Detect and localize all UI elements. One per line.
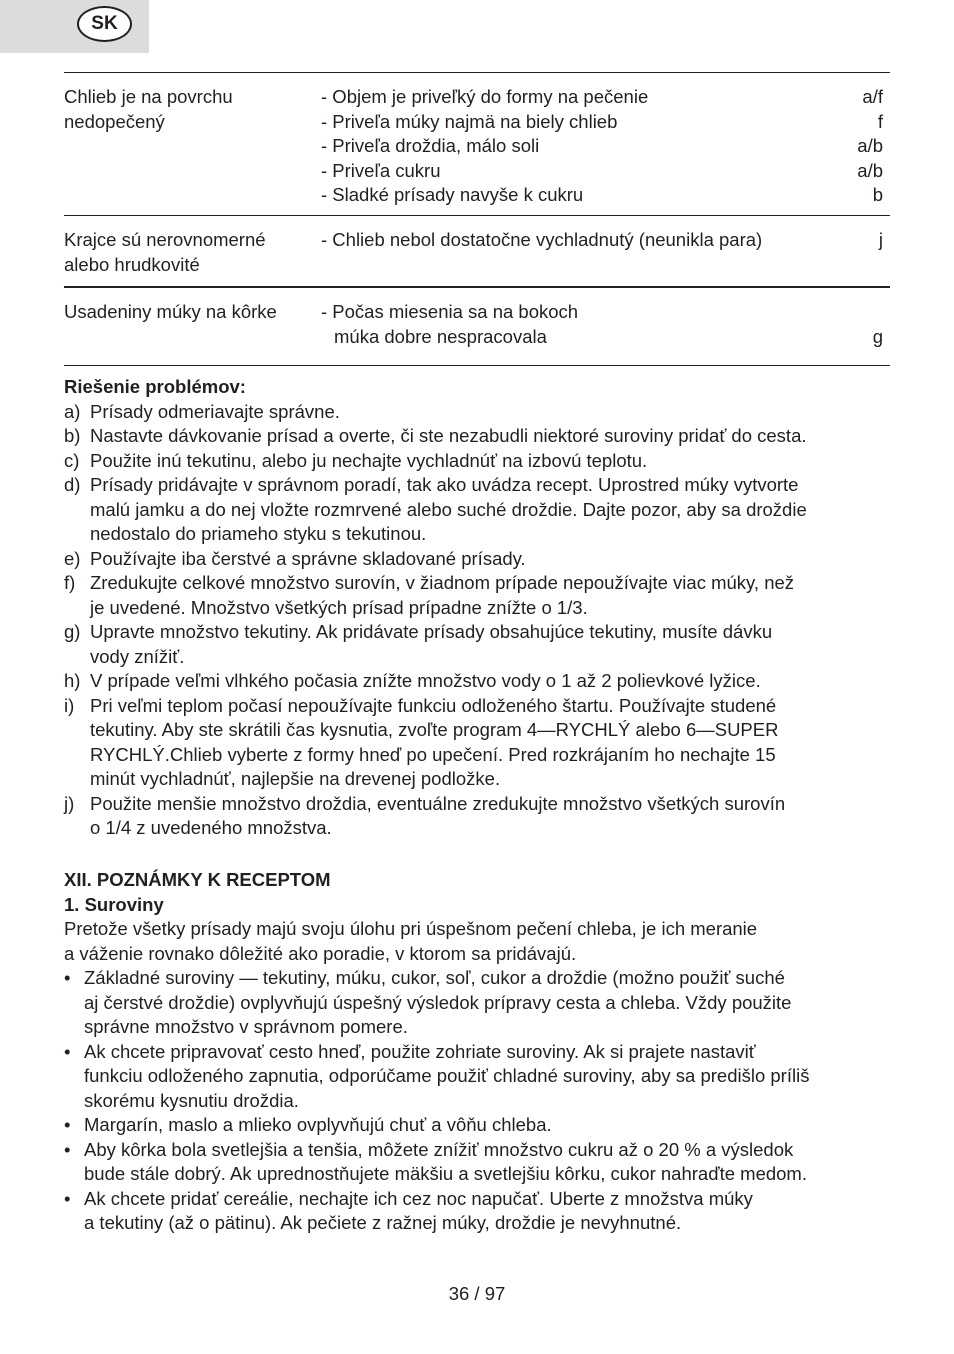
list-item: [64, 1187, 894, 1236]
table-row: [64, 73, 890, 216]
list-item-label: b): [64, 425, 81, 446]
list-item-text: aj čerstvé droždie) ovplyvňujú úspešný výsledok prípravy cesta a chleba. Vždy použite: [84, 991, 792, 1013]
list-item: [64, 1040, 894, 1114]
list-item: [64, 547, 894, 572]
solution-codes-cell: j: [878, 229, 883, 250]
list-item-text: a tekutiny (až o pätinu). Ak pečiete z ražnej múky, droždie je nevyhnutné.: [84, 1212, 682, 1233]
list-item-label: j): [64, 792, 75, 814]
list-item-text: Prísady odmeriavajte správne.: [90, 400, 340, 422]
list-item-text: RYCHLÝ.Chlieb vyberte z formy hneď po upečení. Pred rozkrájaním ho nechajte 15: [90, 743, 776, 765]
problem-cell: Krajce sú nerovnomerné alebo hrudkovité: [64, 229, 266, 275]
list-item: [64, 620, 894, 669]
list-item-label: f): [64, 572, 76, 593]
list-item-text: Margarín, maslo a mlieko ovplyvňujú chuť a vôňu chleba.: [84, 1114, 552, 1135]
list-item-text: Základné suroviny — tekutiny, múku, cukor, soľ, cukor a droždie (možno použiť suché: [84, 967, 785, 988]
table-row: [64, 216, 890, 288]
list-item: [64, 473, 894, 547]
list-item-label: h): [64, 670, 81, 691]
list-item-label: d): [64, 474, 81, 495]
list-item-label: i): [64, 694, 75, 716]
list-item-label: a): [64, 400, 81, 422]
solutions-section: [64, 375, 894, 841]
causes-cell: - Počas miesenia sa na bokoch múka dobre nespracovala: [321, 301, 579, 347]
list-item: [64, 669, 894, 694]
language-tab: [0, 0, 149, 53]
list-item-text: Použite inú tekutinu, alebo ju nechajte vychladnúť na izbovú teplotu.: [90, 449, 648, 471]
list-item-text: minút vychladnúť, najlepšie na drevenej podložke.: [90, 768, 501, 789]
list-item-text: Zredukujte celkové množstvo surovín, v žiadnom prípade nepoužívajte viac múky, než: [90, 572, 795, 593]
solutions-title: Riešenie problémov:: [64, 376, 246, 397]
bullet-icon: •: [64, 1040, 71, 1062]
list-item-text: malú jamku a do nej vložte rozmrvené alebo suché droždie. Dajte pozor, aby sa droždie: [90, 498, 807, 520]
list-item-text: funkciu odloženého zapnutia, odporúčame použiť chladné suroviny, aby sa predišlo príliš: [84, 1065, 810, 1086]
causes-cell: - Chlieb nebol dostatočne vychladnutý (neunikla para): [321, 229, 763, 250]
list-item: [64, 966, 894, 1040]
causes-cell: - Objem je priveľký do formy na pečenie - Priveľa múky najmä na biely chlieb - Priveľa droždia, málo soli - Priveľa cukru - Sladké prísady navyše k cukru: [321, 86, 649, 205]
list-item-text: Použite menšie množstvo droždia, eventuálne zredukujte množstvo všetkých surovín: [90, 792, 786, 814]
problem-cell: Usadeniny múky na kôrke: [64, 301, 277, 322]
list-item-text: Aby kôrka bola svetlejšia a tenšia, môžete znížiť množstvo cukru až o 20 % a výsledok: [84, 1138, 794, 1160]
list-item-text: Prísady pridávajte v správnom poradí, tak ako uvádza recept. Uprostred múky vytvorte: [90, 474, 799, 495]
solution-codes-cell: a/f f a/b a/b b: [857, 86, 883, 205]
list-item-label: g): [64, 621, 81, 642]
problem-cell: Chlieb je na povrchu nedopečený: [64, 86, 233, 132]
intro-text: a váženie rovnako dôležité ako poradie, v ktorom sa pridávajú.: [64, 942, 577, 964]
list-item-label: e): [64, 547, 81, 569]
troubleshooting-table: [64, 72, 890, 366]
list-item-text: nedostalo do priameho styku s tekutinou.: [90, 523, 427, 544]
bullet-icon: •: [64, 1187, 71, 1209]
list-item: [64, 1113, 894, 1138]
list-item-text: bude stále dobrý. Ak uprednostňujete mäkšiu a svetlejšiu kôrku, cukor nahraďte medom.: [84, 1163, 807, 1184]
list-item-text: Ak chcete pridať cereálie, nechajte ich cez noc napučať. Uberte z množstva múky: [84, 1187, 753, 1209]
page-number: 36 / 97: [448, 1283, 506, 1304]
language-badge: SK: [77, 6, 132, 42]
list-item: [64, 571, 894, 620]
list-item: [64, 424, 894, 449]
list-item-text: o 1/4 z uvedeného množstva.: [90, 817, 332, 838]
list-item: [64, 449, 894, 474]
list-item: [64, 694, 894, 792]
list-item-label: c): [64, 449, 80, 471]
list-item-text: vody znížiť.: [90, 645, 185, 667]
list-item: [64, 792, 894, 841]
bullet-icon: •: [64, 1114, 71, 1135]
subsection-heading: 1. Suroviny: [64, 893, 164, 915]
list-item-text: správne množstvo v správnom pomere.: [84, 1016, 408, 1037]
intro-text: Pretože všetky prísady majú svoju úlohu pri úspešnom pečení chleba, je ich meranie: [64, 918, 758, 939]
list-item-text: tekutiny. Aby ste skrátili čas kysnutia, zvoľte program 4—RYCHLÝ alebo 6—SUPER: [90, 719, 779, 740]
list-item-text: V prípade veľmi vlhkého počasia znížte množstvo vody o 1 až 2 polievkové lyžice.: [90, 670, 761, 691]
solutions-list: [64, 400, 894, 841]
notes-bullet-list: [64, 966, 894, 1236]
recipe-notes-section: [64, 868, 894, 1236]
list-item-text: Upravte množstvo tekutiny. Ak pridávate prísady obsahujúce tekutiny, musíte dávku: [90, 621, 773, 642]
solution-codes-cell: g: [872, 325, 883, 347]
list-item-text: je uvedené. Množstvo všetkých prísad prípadne znížte o 1/3.: [90, 596, 588, 618]
list-item-text: Nastavte dávkovanie prísad a overte, či ste nezabudli niektoré suroviny pridať do cesta.: [90, 425, 807, 446]
list-item-text: Používajte iba čerstvé a správne skladované prísady.: [90, 547, 526, 569]
section-heading: XII. POZNÁMKY K RECEPTOM: [64, 869, 331, 890]
list-item-text: Ak chcete pripravovať cesto hneď, použite zohriate suroviny. Ak si prajete nastaviť: [84, 1040, 756, 1062]
list-item-text: Pri veľmi teplom počasí nepoužívajte funkciu odloženého štartu. Používajte studené: [90, 694, 777, 716]
list-item: [64, 1138, 894, 1187]
bullet-icon: •: [64, 967, 71, 988]
list-item: [64, 400, 894, 425]
table-row: [64, 288, 890, 366]
bullet-icon: •: [64, 1138, 71, 1160]
list-item-text: skorému kysnutiu droždia.: [84, 1089, 299, 1111]
